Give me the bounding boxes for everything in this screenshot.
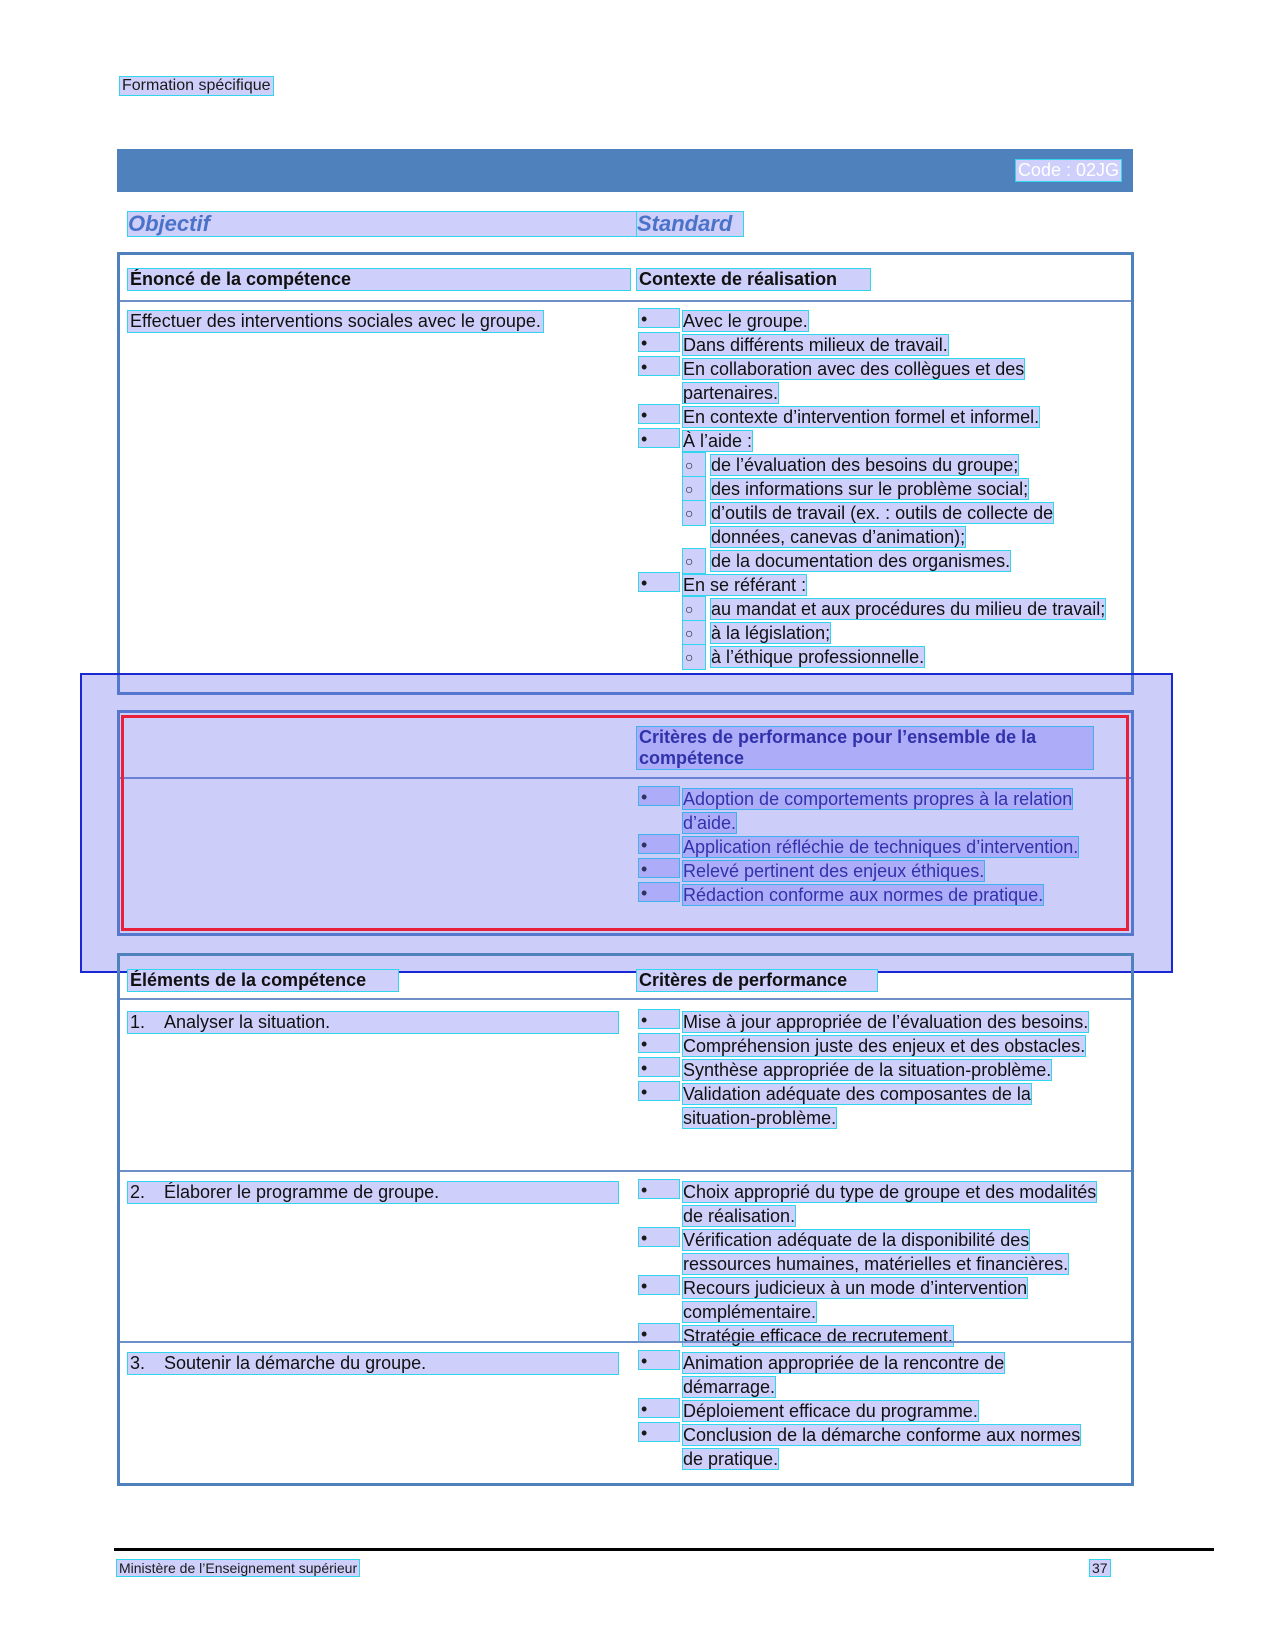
list-item-text: Mise à jour appropriée de l’évaluation des besoins. bbox=[683, 1012, 1089, 1032]
competency-element bbox=[128, 1182, 618, 1203]
competency-statement: Effectuer des interventions sociales avec le groupe. bbox=[130, 311, 541, 331]
list-item bbox=[639, 1228, 1099, 1276]
list-item bbox=[639, 1276, 1099, 1324]
sub-list-item bbox=[683, 501, 1109, 549]
table-divider bbox=[120, 300, 1131, 302]
list-item-text: Choix approprié du type de groupe et des modalités de réalisation. bbox=[683, 1182, 1097, 1226]
list-item-text: Conclusion de la démarche conforme aux normes de pratique. bbox=[683, 1425, 1081, 1469]
bullet-icon bbox=[639, 309, 679, 327]
list-item-text: Synthèse appropriée de la situation-problème. bbox=[683, 1060, 1052, 1080]
sub-list-item-text: des informations sur le problème social; bbox=[711, 479, 1029, 499]
list-item bbox=[639, 1399, 1099, 1423]
bullet-icon bbox=[639, 1351, 679, 1369]
sub-list-item bbox=[683, 453, 1109, 477]
list-item-text: Rédaction conforme aux normes de pratique. bbox=[683, 885, 1044, 905]
competency-element bbox=[128, 1353, 618, 1374]
sub-list-item bbox=[683, 621, 1109, 645]
list-item bbox=[639, 1180, 1099, 1228]
statement-header: Énoncé de la compétence bbox=[128, 269, 630, 290]
bullet-icon bbox=[639, 1180, 679, 1198]
list-item bbox=[639, 1423, 1099, 1471]
bullet-icon bbox=[639, 1010, 679, 1028]
criteria-list bbox=[639, 1010, 1099, 1130]
circle-bullet-icon bbox=[683, 549, 705, 573]
bullet-icon bbox=[639, 1276, 679, 1294]
context-header: Contexte de réalisation bbox=[637, 269, 870, 290]
list-item bbox=[639, 1324, 1099, 1348]
list-item-text: Déploiement efficace du programme. bbox=[683, 1401, 978, 1421]
list-item bbox=[639, 309, 1109, 333]
context-list bbox=[639, 309, 1109, 669]
sub-list-item-text: à la législation; bbox=[711, 623, 831, 643]
standard-heading: Standard bbox=[637, 212, 743, 236]
list-item bbox=[639, 1082, 1099, 1130]
list-item-text: Compréhension juste des enjeux et des obstacles. bbox=[683, 1036, 1086, 1056]
sub-list bbox=[683, 453, 1109, 573]
element-label: Soutenir la démarche du groupe. bbox=[164, 1353, 427, 1373]
sub-list-item-text: à l’éthique professionnelle. bbox=[711, 647, 925, 667]
list-item-text: En collaboration avec des collègues et des partenaires. bbox=[683, 359, 1025, 403]
element-number: 2. bbox=[130, 1182, 146, 1202]
table-divider bbox=[120, 998, 1131, 1000]
elements-table bbox=[117, 953, 1134, 1486]
bullet-icon bbox=[639, 1324, 679, 1342]
circle-bullet-icon bbox=[683, 477, 705, 501]
list-item bbox=[639, 357, 1109, 405]
list-item-text: En contexte d’intervention formel et informel. bbox=[683, 407, 1040, 427]
selection-highlight-box bbox=[121, 715, 1129, 931]
sub-list-item bbox=[683, 597, 1109, 621]
list-item-text: Dans différents milieux de travail. bbox=[683, 335, 948, 355]
element-number: 1. bbox=[130, 1012, 146, 1032]
list-item bbox=[639, 333, 1109, 357]
list-item-text: Avec le groupe. bbox=[683, 311, 808, 331]
criteria-list bbox=[639, 1351, 1099, 1471]
competency-statement-table bbox=[117, 252, 1134, 695]
competency-code: Code : 02JG bbox=[1017, 160, 1119, 180]
criteria-header: Critères de performance bbox=[637, 970, 877, 991]
bullet-icon bbox=[639, 1058, 679, 1076]
criteria-list bbox=[639, 1180, 1099, 1348]
elements-header: Éléments de la compétence bbox=[128, 970, 398, 991]
list-item bbox=[639, 1351, 1099, 1399]
circle-bullet-icon bbox=[683, 621, 705, 645]
circle-bullet-icon bbox=[683, 597, 705, 621]
bullet-icon bbox=[639, 1082, 679, 1100]
sub-list-item-text: d’outils de travail (ex. : outils de collecte de données, canevas d’animation); bbox=[711, 503, 1054, 547]
list-item-text: Adoption de comportements propres à la relation d’aide. bbox=[683, 789, 1073, 833]
competency-element bbox=[128, 1012, 618, 1033]
list-item-text: En se référant : bbox=[683, 575, 807, 595]
sub-list bbox=[683, 597, 1109, 669]
sub-list-item bbox=[683, 549, 1109, 573]
list-item bbox=[639, 405, 1109, 429]
bullet-icon bbox=[639, 357, 679, 375]
list-item-text: Application réfléchie de techniques d’intervention. bbox=[683, 837, 1079, 857]
bullet-icon bbox=[639, 333, 679, 351]
bullet-icon bbox=[639, 1228, 679, 1246]
sub-list-item bbox=[683, 477, 1109, 501]
list-item bbox=[639, 429, 1109, 573]
table-divider bbox=[120, 1341, 1131, 1343]
list-item bbox=[639, 1058, 1099, 1082]
list-item-text: Stratégie efficace de recrutement. bbox=[683, 1326, 953, 1346]
list-item-text: Animation appropriée de la rencontre de démarrage. bbox=[683, 1353, 1005, 1397]
circle-bullet-icon bbox=[683, 501, 705, 525]
page-number: 37 bbox=[1092, 1560, 1108, 1576]
title-bar bbox=[117, 149, 1133, 192]
bullet-icon bbox=[639, 405, 679, 423]
sub-list-item-text: au mandat et aux procédures du milieu de travail; bbox=[711, 599, 1106, 619]
bullet-icon bbox=[639, 1423, 679, 1441]
footer-rule bbox=[114, 1548, 1214, 1551]
list-item-text: Recours judicieux à un mode d’intervention complémentaire. bbox=[683, 1278, 1028, 1322]
sub-list-item bbox=[683, 645, 1109, 669]
sub-list-item-text: de l’évaluation des besoins du groupe; bbox=[711, 455, 1019, 475]
element-number: 3. bbox=[130, 1353, 146, 1373]
list-item bbox=[639, 1034, 1099, 1058]
list-item-text: Validation adéquate des composantes de la situation-problème. bbox=[683, 1084, 1031, 1128]
list-item bbox=[639, 1010, 1099, 1034]
circle-bullet-icon bbox=[683, 645, 705, 669]
sub-list-item-text: de la documentation des organismes. bbox=[711, 551, 1011, 571]
table-divider bbox=[120, 1170, 1131, 1172]
bullet-icon bbox=[639, 429, 679, 447]
footer-ministry: Ministère de l’Enseignement supérieur bbox=[119, 1560, 358, 1576]
overall-criteria-header: Critères de performance pour l’ensemble de la compétence bbox=[637, 727, 1093, 769]
circle-bullet-icon bbox=[683, 453, 705, 477]
list-item-text: Relevé pertinent des enjeux éthiques. bbox=[683, 861, 985, 881]
bullet-icon bbox=[639, 573, 679, 591]
list-item-text: Vérification adéquate de la disponibilité des ressources humaines, matérielles et financières. bbox=[683, 1230, 1069, 1274]
bullet-icon bbox=[639, 1034, 679, 1052]
objectif-heading: Objectif bbox=[128, 212, 638, 236]
element-label: Analyser la situation. bbox=[164, 1012, 331, 1032]
list-item bbox=[639, 573, 1109, 669]
element-label: Élaborer le programme de groupe. bbox=[164, 1182, 440, 1202]
list-item-text: À l’aide : bbox=[683, 431, 753, 451]
document-header-label: Formation spécifique bbox=[122, 77, 271, 94]
bullet-icon bbox=[639, 1399, 679, 1417]
